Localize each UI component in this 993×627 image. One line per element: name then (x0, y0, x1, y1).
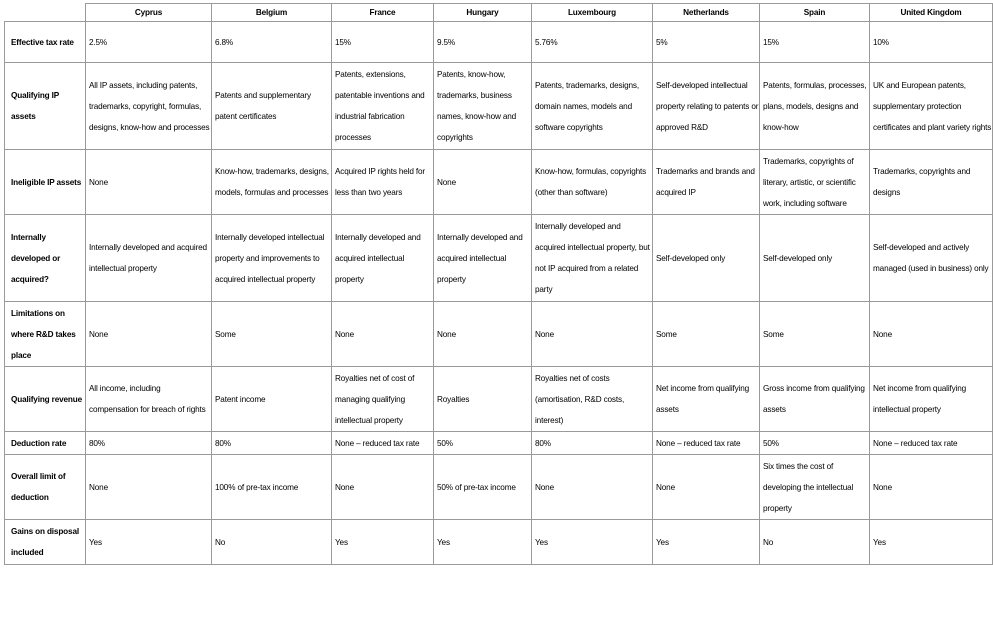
table-cell: Patents, know-how, trademarks, business names, know-how and copyrights (434, 63, 532, 150)
row-header: Internally developed or acquired? (5, 215, 86, 302)
table-cell: Yes (434, 520, 532, 565)
table-cell: Self-developed only (760, 215, 870, 302)
table-cell: 6.8% (212, 22, 332, 63)
table-cell: Patents, trademarks, designs, domain names, models and software copyrights (532, 63, 653, 150)
table-cell: Patents and supplementary patent certificates (212, 63, 332, 150)
table-cell: Trademarks, copyrights of literary, artistic, or scientific work, including software (760, 150, 870, 215)
table-cell: 9.5% (434, 22, 532, 63)
table-row (5, 455, 993, 520)
table-cell: Self-developed intellectual property relating to patents or approved R&D (653, 63, 760, 150)
table-row (5, 215, 993, 302)
table-cell: 5% (653, 22, 760, 63)
table-cell: UK and European patents, supplementary protection certificates and plant variety rights (870, 63, 993, 150)
table-cell: No (212, 520, 332, 565)
table-cell: 80% (212, 432, 332, 455)
table-cell: Royalties (434, 367, 532, 432)
table-cell: All IP assets, including patents, trademarks, copyright, formulas, designs, know-how and processes (86, 63, 212, 150)
table-cell: Patents, formulas, processes, plans, models, designs and know-how (760, 63, 870, 150)
table-cell: Trademarks, copyrights and designs (870, 150, 993, 215)
corner-cell (5, 4, 86, 22)
table-row (5, 22, 993, 63)
column-header-spain: Spain (760, 4, 870, 22)
table-cell: None (532, 302, 653, 367)
table-cell: Net income from qualifying assets (653, 367, 760, 432)
table-cell: Some (760, 302, 870, 367)
table-cell: None (86, 455, 212, 520)
table-cell: Know-how, formulas, copyrights (other than software) (532, 150, 653, 215)
table-cell: Internally developed and acquired intellectual property (332, 215, 434, 302)
table-cell: 50% (760, 432, 870, 455)
table-cell: 80% (86, 432, 212, 455)
table-cell: 15% (760, 22, 870, 63)
table-cell: None (434, 150, 532, 215)
table-cell: Yes (653, 520, 760, 565)
table-cell: None – reduced tax rate (332, 432, 434, 455)
table-cell: Patent income (212, 367, 332, 432)
table-cell: None (332, 302, 434, 367)
table-cell: Internally developed and acquired intellectual property (434, 215, 532, 302)
table-cell: Yes (332, 520, 434, 565)
column-header-united-kingdom: United Kingdom (870, 4, 993, 22)
table-cell: None (870, 455, 993, 520)
table-row (5, 150, 993, 215)
table-cell: None (870, 302, 993, 367)
table-cell: None (86, 150, 212, 215)
table-cell: Self-developed and actively managed (used in business) only (870, 215, 993, 302)
table-cell: Royalties net of costs (amortisation, R&D costs, interest) (532, 367, 653, 432)
table-cell: Net income from qualifying intellectual property (870, 367, 993, 432)
table-row (5, 302, 993, 367)
table-cell: Internally developed intellectual property and improvements to acquired intellectual property (212, 215, 332, 302)
table-cell: Internally developed and acquired intellectual property (86, 215, 212, 302)
table-cell: 100% of pre-tax income (212, 455, 332, 520)
table-cell: 10% (870, 22, 993, 63)
row-header: Deduction rate (5, 432, 86, 455)
table-row (5, 63, 993, 150)
table-cell: None (532, 455, 653, 520)
table-cell: 50% (434, 432, 532, 455)
table-cell: None (653, 455, 760, 520)
header-row (5, 4, 993, 22)
column-header-luxembourg: Luxembourg (532, 4, 653, 22)
row-header: Qualifying IP assets (5, 63, 86, 150)
row-header: Effective tax rate (5, 22, 86, 63)
column-header-hungary: Hungary (434, 4, 532, 22)
table-row (5, 520, 993, 565)
table-cell: None – reduced tax rate (870, 432, 993, 455)
column-header-france: France (332, 4, 434, 22)
table-cell: None (332, 455, 434, 520)
table-cell: None – reduced tax rate (653, 432, 760, 455)
table-cell: Gross income from qualifying assets (760, 367, 870, 432)
table-cell: Yes (532, 520, 653, 565)
table-cell: Yes (870, 520, 993, 565)
table-cell: None (434, 302, 532, 367)
table-cell: Patents, extensions, patentable inventions and industrial fabrication processes (332, 63, 434, 150)
ip-box-comparison-table (4, 3, 993, 565)
table-cell: Yes (86, 520, 212, 565)
row-header: Ineligible IP assets (5, 150, 86, 215)
table-cell: Royalties net of cost of managing qualifying intellectual property (332, 367, 434, 432)
table-row (5, 432, 993, 455)
column-header-cyprus: Cyprus (86, 4, 212, 22)
table-cell: Some (212, 302, 332, 367)
column-header-belgium: Belgium (212, 4, 332, 22)
table-cell: Six times the cost of developing the intellectual property (760, 455, 870, 520)
table-cell: Internally developed and acquired intellectual property, but not IP acquired from a related party (532, 215, 653, 302)
table-cell: Acquired IP rights held for less than two years (332, 150, 434, 215)
table-cell: No (760, 520, 870, 565)
row-header: Qualifying revenue (5, 367, 86, 432)
table-cell: Trademarks and brands and acquired IP (653, 150, 760, 215)
table-cell: All income, including compensation for breach of rights (86, 367, 212, 432)
table-row (5, 367, 993, 432)
table-cell: Know-how, trademarks, designs, models, formulas and processes (212, 150, 332, 215)
table-cell: Self-developed only (653, 215, 760, 302)
table-cell: 5.76% (532, 22, 653, 63)
table-cell: None (86, 302, 212, 367)
table-cell: 80% (532, 432, 653, 455)
row-header: Gains on disposal included (5, 520, 86, 565)
table-cell: 2.5% (86, 22, 212, 63)
table-cell: 15% (332, 22, 434, 63)
row-header: Overall limit of deduction (5, 455, 86, 520)
table-cell: 50% of pre-tax income (434, 455, 532, 520)
column-header-netherlands: Netherlands (653, 4, 760, 22)
row-header: Limitations on where R&D takes place (5, 302, 86, 367)
table-cell: Some (653, 302, 760, 367)
